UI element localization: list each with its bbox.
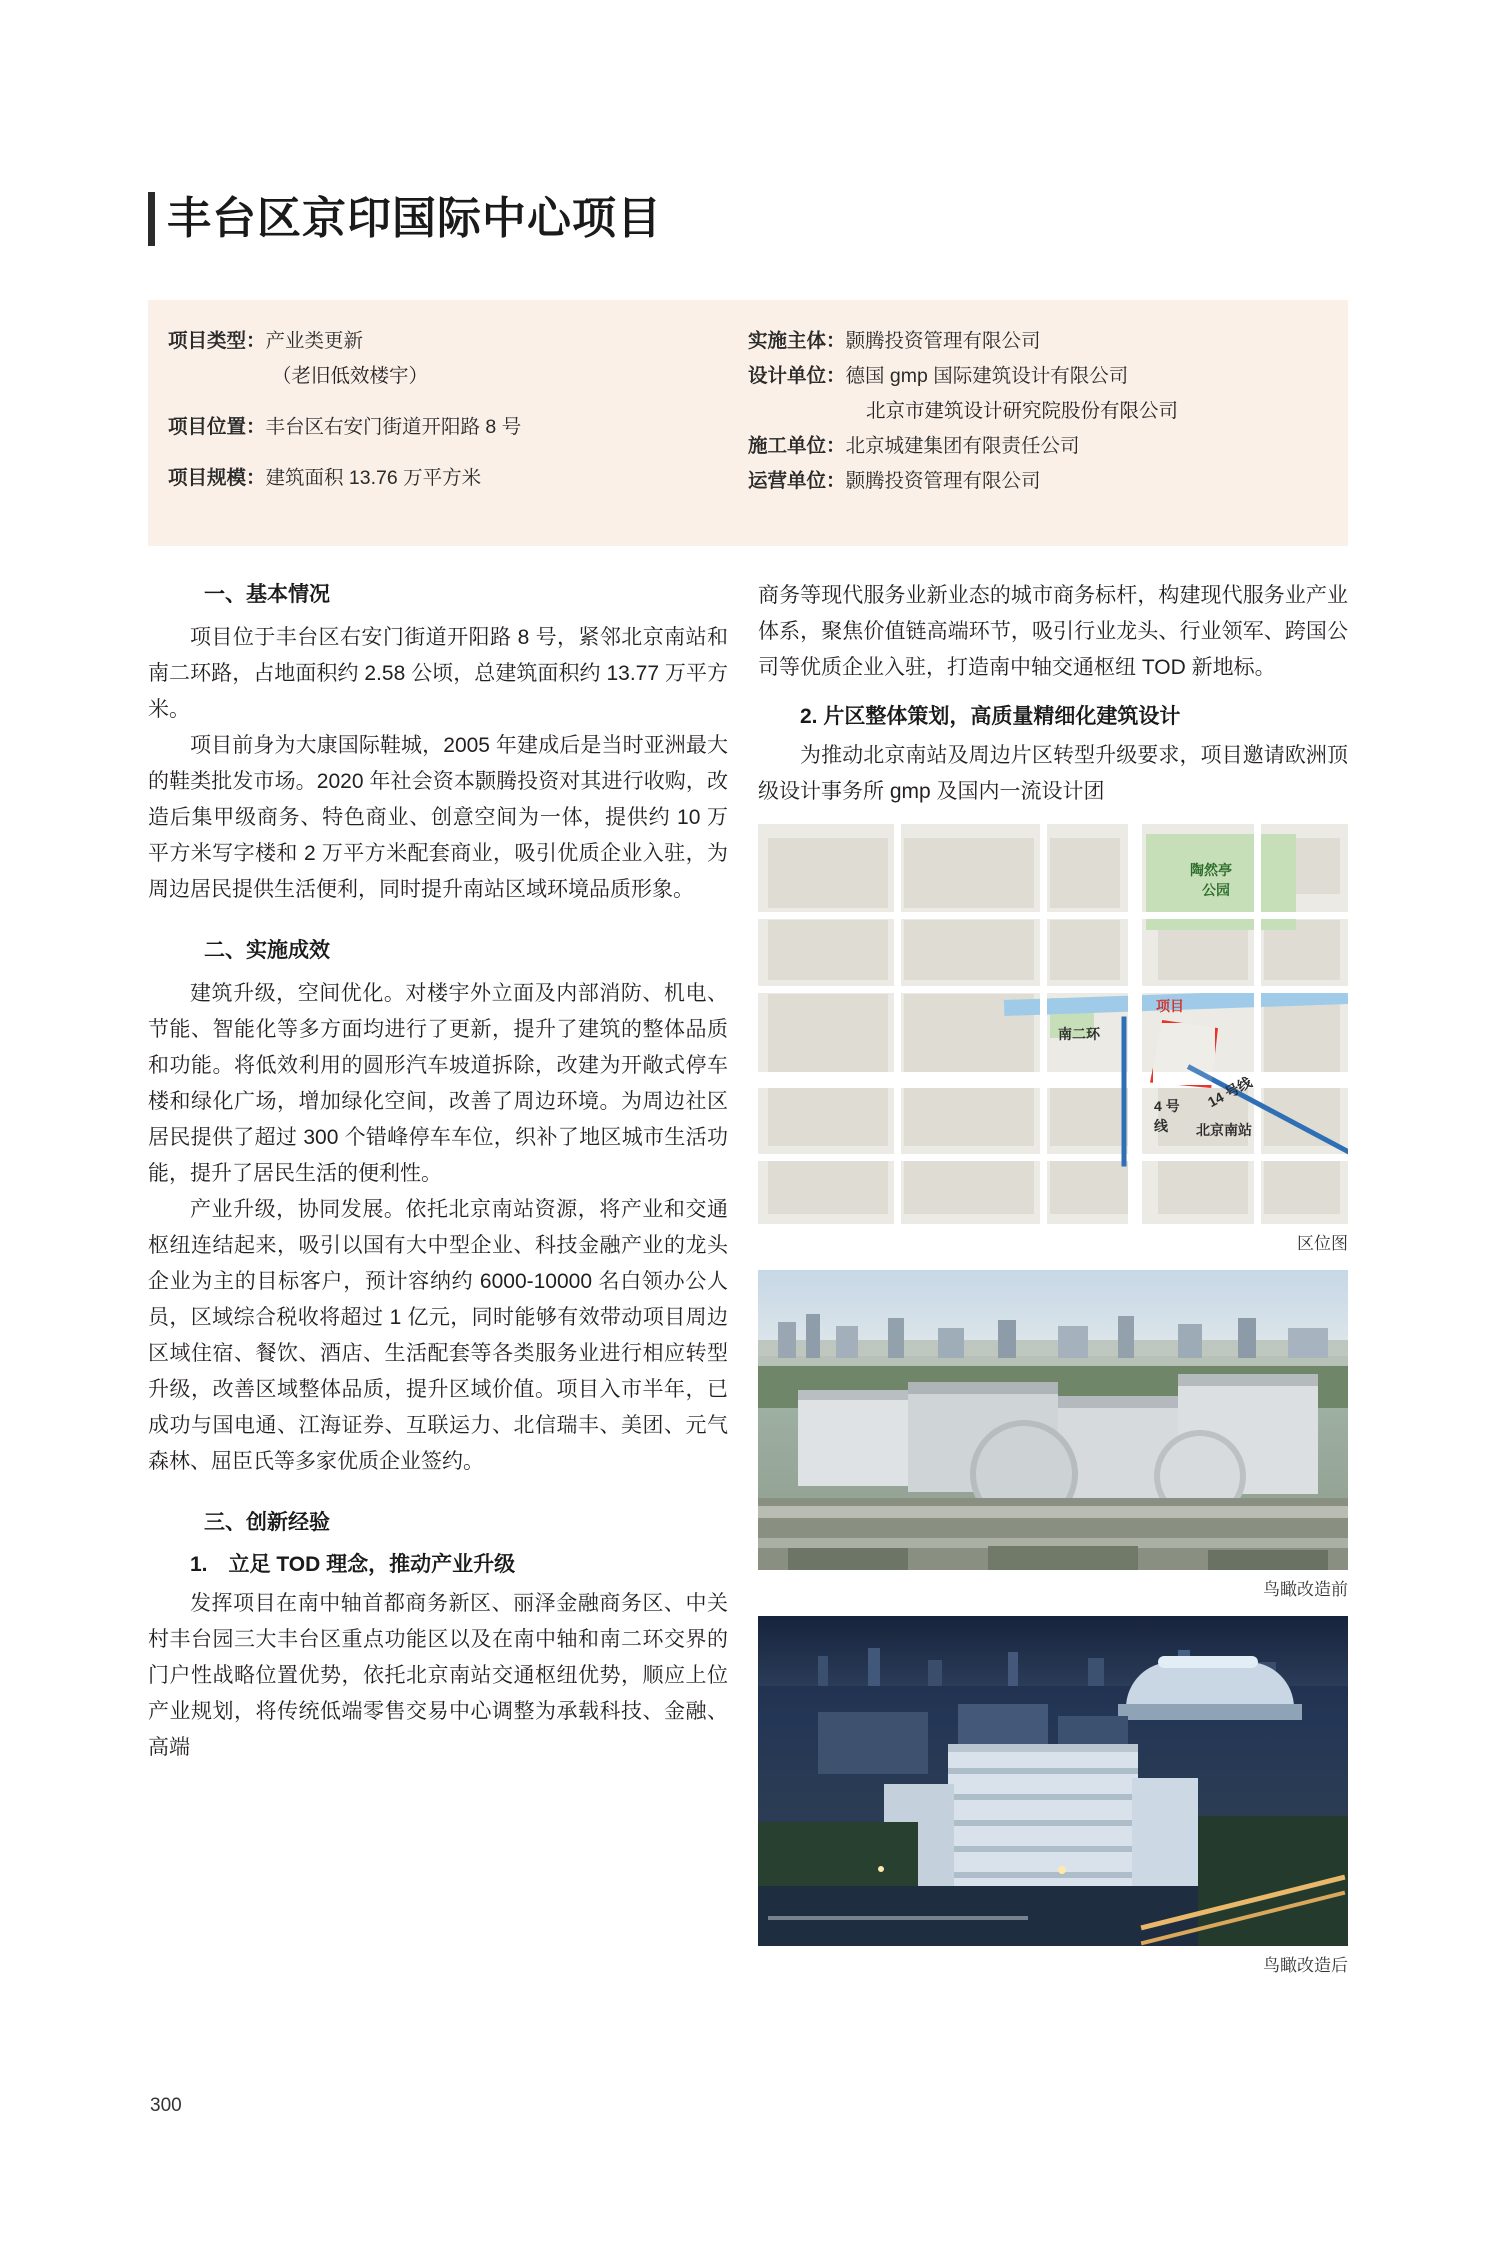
info-row-project-scale bbox=[168, 461, 728, 496]
info-row-implementer bbox=[748, 324, 1328, 359]
info-label: 运营单位： bbox=[748, 470, 846, 492]
map-label-park-line2: 公园 bbox=[1202, 882, 1230, 898]
map-metro-line-4 bbox=[1122, 1017, 1127, 1167]
figure-location-map bbox=[758, 824, 1348, 1256]
page-title bbox=[148, 192, 662, 246]
info-row-project-type bbox=[168, 324, 728, 359]
info-value: 建筑面积 13.76 万平方米 bbox=[265, 467, 482, 489]
info-label: 实施主体： bbox=[748, 330, 846, 352]
left-text-column bbox=[148, 578, 728, 1766]
info-label: 项目规模： bbox=[168, 467, 266, 489]
info-value: 颢腾投资管理有限公司 bbox=[845, 470, 1041, 492]
info-value: 北京城建集团有限责任公司 bbox=[845, 435, 1080, 457]
map-illustration bbox=[758, 824, 1348, 1224]
paragraph-basic-info-1: 项目位于丰台区右安门街道开阳路 8 号，紧邻北京南站和南二环路，占地面积约 2.58 公顷，总建筑面积约 13.77 万平方米。 bbox=[148, 626, 728, 721]
map-label-project: 项目 bbox=[1156, 998, 1184, 1014]
paragraph-basic-info-2: 项目前身为大康国际鞋城，2005 年建成后是当时亚洲最大的鞋类批发市场。2020 年社会资本颢腾投资对其进行收购，改造后集甲级商务、特色商业、创意空间为一体，提供约 10 万平方米写字楼和 2 万平方米配套商业，吸引优质企业入驻，为周边居民提供生活便利，同时提升南站区域环境品质形象。 bbox=[148, 734, 728, 901]
info-row-project-location bbox=[168, 410, 728, 445]
info-value: 丰台区右安门街道开阳路 8 号 bbox=[265, 416, 522, 438]
info-label: 项目位置： bbox=[168, 416, 266, 438]
paragraph-planning: 为推动北京南站及周边片区转型升级要求，项目邀请欧洲顶级设计事务所 gmp 及国内一流设计团 bbox=[758, 744, 1348, 803]
paragraph-effects-1: 建筑升级，空间优化。对楼宇外立面及内部消防、机电、节能、智能化等多方面均进行了更新，提升了建筑的整体品质和功能。将低效利用的圆形汽车坡道拆除，改建为开敞式停车楼和绿化广场，增加绿化空间，改善了周边环境。为周边社区居民提供了超过 300 个错峰停车车位，织补了地区城市生活功能，提升了居民生活的便利性。 bbox=[148, 982, 728, 1185]
info-row-operator bbox=[748, 464, 1328, 499]
map-label-line14: 14 号线 bbox=[1205, 1073, 1255, 1111]
figure-aerial-before bbox=[758, 1270, 1348, 1602]
paragraph-continued: 商务等现代服务业新业态的城市商务标杆，构建现代服务业产业体系，聚焦价值链高端环节，吸引行业龙头、行业领军、跨国公司等优质企业入驻，打造南中轴交通枢纽 TOD 新地标。 bbox=[758, 584, 1348, 679]
figure-caption-location-map: 区位图 bbox=[1297, 1234, 1348, 1253]
map-label-line4-2: 线 bbox=[1154, 1118, 1168, 1134]
info-label: 施工单位： bbox=[748, 435, 846, 457]
figure-caption-aerial-after: 鸟瞰改造后 bbox=[1263, 1956, 1348, 1975]
page-number: 300 bbox=[150, 2095, 182, 2116]
title-accent-bar bbox=[148, 192, 155, 246]
info-value: 德国 gmp 国际建筑设计有限公司 bbox=[845, 365, 1129, 387]
info-value: 颢腾投资管理有限公司 bbox=[845, 330, 1041, 352]
info-subline-project-type: （老旧低效楼宇） bbox=[272, 365, 429, 387]
info-label: 设计单位： bbox=[748, 365, 846, 387]
subsection-heading-tod: 1. 立足 TOD 理念，推动产业升级 bbox=[190, 1553, 516, 1576]
info-right-column bbox=[748, 324, 1328, 499]
info-subline-designer: 北京市建筑设计研究院股份有限公司 bbox=[866, 400, 1179, 422]
figure-caption-aerial-before: 鸟瞰改造前 bbox=[1263, 1580, 1348, 1599]
subsection-heading-planning: 2. 片区整体策划，高质量精细化建筑设计 bbox=[800, 705, 1181, 728]
info-left-column bbox=[168, 324, 728, 496]
map-label-station: 北京南站 bbox=[1196, 1122, 1252, 1138]
section-heading-basic-info: 一、基本情况 bbox=[204, 583, 330, 606]
right-text-column bbox=[758, 578, 1348, 1978]
map-project-site bbox=[1150, 1020, 1218, 1088]
paragraph-innovation-1: 发挥项目在南中轴首都商务新区、丽泽金融商务区、中关村丰台园三大丰台区重点功能区以及在南中轴和南二环交界的门户性战略位置优势，依托北京南站交通枢纽优势，顺应上位产业规划，将传统低端零售交易中心调整为承载科技、金融、高端 bbox=[148, 1592, 728, 1759]
info-row-constructor bbox=[748, 429, 1328, 464]
photo-aerial-before bbox=[758, 1270, 1348, 1570]
map-label-line4-1: 4 号 bbox=[1154, 1098, 1180, 1114]
info-label: 项目类型： bbox=[168, 330, 266, 352]
title-text: 丰台区京印国际中心项目 bbox=[167, 194, 662, 243]
map-label-second-ring: 南二环 bbox=[1058, 1026, 1100, 1042]
section-heading-effects: 二、实施成效 bbox=[204, 939, 330, 962]
paragraph-effects-2: 产业升级，协同发展。依托北京南站资源，将产业和交通枢纽连结起来，吸引以国有大中型企业、科技金融产业的龙头企业为主的目标客户，预计容纳约 6000-10000 名白领办公人员，区域综合税收将超过 1 亿元，同时能够有效带动项目周边区域住宿、餐饮、酒店、生活配套等各类服务业进行相应转型升级，改善区域整体品质，提升区域价值。项目入市半年，已成功与国电通、江海证券、互联运力、北信瑞丰、美团、元气森林、屈臣氏等多家优质企业签约。 bbox=[148, 1198, 728, 1473]
figure-aerial-after bbox=[758, 1616, 1348, 1978]
section-heading-innovation: 三、创新经验 bbox=[204, 1511, 330, 1534]
project-info-box bbox=[148, 300, 1348, 546]
info-row-designer bbox=[748, 359, 1328, 394]
map-label-park-line1: 陶然亭 bbox=[1190, 862, 1232, 878]
photo-aerial-after bbox=[758, 1616, 1348, 1946]
info-value: 产业类更新 bbox=[265, 330, 364, 352]
